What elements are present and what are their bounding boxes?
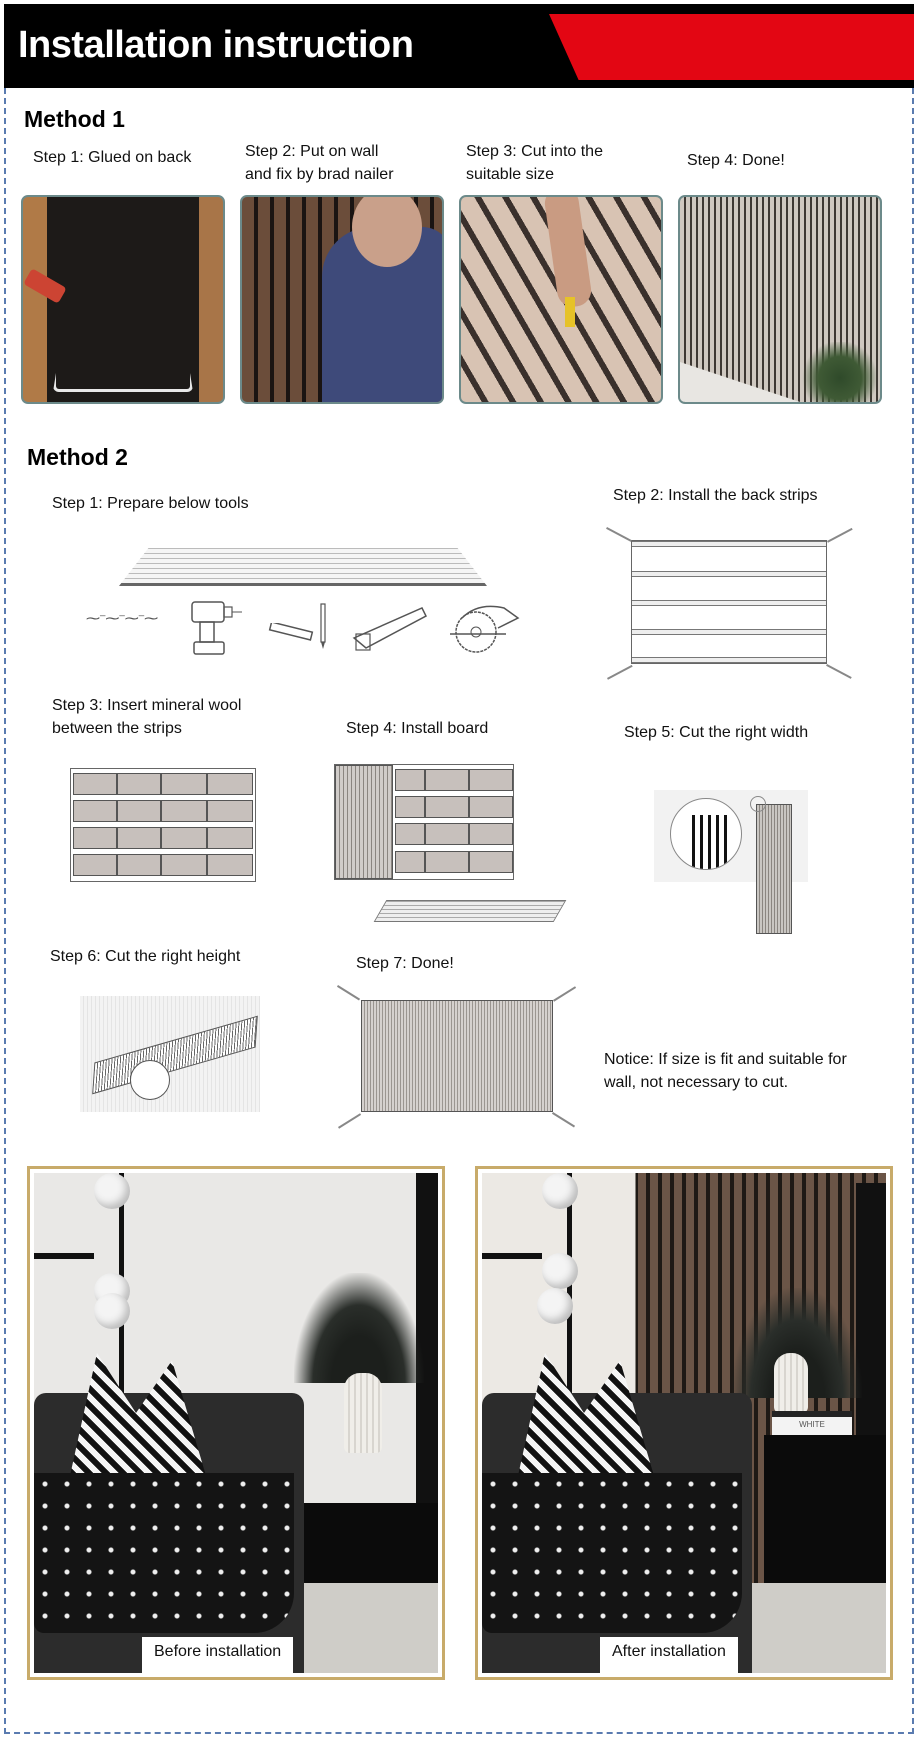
wool-block [73,773,117,795]
wool-block [117,827,161,849]
coffee-table-books: WHITE [772,1411,852,1435]
label-line: suitable size [466,166,555,183]
room-scene [34,1173,438,1673]
zoom-detail-circle [670,798,742,870]
lamp-globe [94,1173,130,1209]
circular-saw-drawing [130,1060,170,1100]
lamp-globe [542,1253,578,1289]
method1-step4-label [687,149,785,172]
hand-shape [543,195,593,309]
label-line: Step 3: Insert mineral wool [52,697,242,714]
wool-block [425,851,469,873]
label-line: Step 1: Glued on back [33,149,192,166]
wool-block [161,773,207,795]
cutting-panel-photo [459,195,663,404]
finished-wall-drawing [361,1000,553,1112]
page-title: Installation instruction [18,24,414,66]
lamp-globe [542,1173,578,1209]
red-accent-band [549,14,914,80]
spare-board-drawing [374,900,567,922]
method1-step2-label [245,140,394,186]
fringed-throw [482,1473,742,1633]
after-installation-photo [475,1166,893,1680]
notice-text [604,1048,884,1094]
method2-step6-label [50,945,240,968]
lamp-globe [537,1288,573,1324]
label-line: Step 2: Put on wall [245,143,379,160]
label-line: Step 3: Cut into the [466,143,603,160]
finished-wall-photo [678,195,882,404]
wool-block [161,827,207,849]
back-strip [632,541,826,547]
wall-outline [334,764,514,880]
label-line: and fix by brad nailer [245,166,394,183]
plant-shape [800,342,880,402]
glue-on-back-photo [21,195,225,404]
label-line: Step 6: Cut the right height [50,948,241,965]
label-line: Step 4: Install board [346,720,489,737]
before-installation-photo [27,1166,445,1680]
label-line: between the strips [52,720,182,737]
method2-step3-label [52,694,241,740]
ribbed-vase [344,1373,382,1453]
label-line: Step 4: Done! [687,152,785,169]
wool-block [425,823,469,845]
notice-line: Notice: If size is fit and suitable for [604,1051,847,1068]
back-strip [632,657,826,663]
hand-saw-icon [352,604,428,664]
wall-shelf [482,1253,542,1259]
wool-block [469,796,513,818]
wool-block [425,796,469,818]
wool-block [469,851,513,873]
back-strip [632,600,826,606]
wall-shelf [34,1253,94,1259]
fringed-throw [34,1473,294,1633]
label-line: Step 5: Cut the right width [624,724,809,741]
room-scene [482,1173,886,1673]
wool-block [73,800,117,822]
method2-step2-label [613,484,818,507]
installed-board [335,765,393,879]
method2-step5-label [624,721,808,744]
brad-nailer-photo [240,195,444,404]
wool-block [117,854,161,876]
lamp-globe [94,1293,130,1329]
wall-outline [631,540,827,664]
header-banner [4,4,914,88]
label-line: Step 1: Prepare below tools [52,495,249,512]
wool-block [161,854,207,876]
wool-block [117,773,161,795]
wool-block [207,773,253,795]
wool-block [425,769,469,791]
notice-line: wall, not necessary to cut. [604,1074,789,1091]
utility-knife [565,297,575,327]
label-line: Step 7: Done! [356,955,454,972]
acoustic-panel-drawing [119,548,487,586]
method-2-title: Method 2 [27,444,128,470]
screws-icon: ⁓⁻⁓⁻⁓⁻⁓ [86,610,158,626]
method2-step1-label [52,492,249,515]
method2-step4-label [346,717,488,740]
glue-line-shape [53,197,193,392]
method2-step7-label [356,952,454,975]
wool-block [207,827,253,849]
wool-block [73,827,117,849]
ribbed-vase [774,1353,808,1413]
circular-saw-icon [448,598,522,666]
method-1-title: Method 1 [24,106,125,132]
cut-point-circle [750,796,766,812]
board-strip-drawing [756,804,792,934]
wool-block [117,800,161,822]
drill-icon [188,598,234,654]
back-strip [632,571,826,577]
wool-block [395,769,425,791]
wool-block [469,823,513,845]
wool-block [395,851,425,873]
method1-step3-label [466,140,603,186]
wall-outline [70,768,256,882]
wool-block [395,796,425,818]
ruler-icon [268,612,314,657]
wool-block [395,823,425,845]
pencil-icon [318,602,328,660]
wool-block [207,854,253,876]
wool-block [469,769,513,791]
glue-bottle [23,268,67,304]
wool-block [207,800,253,822]
after-caption: After installation [600,1637,738,1673]
palm-leaves [294,1273,424,1383]
wool-block [161,800,207,822]
before-caption: Before installation [142,1637,293,1673]
slat-detail [687,815,727,870]
method1-step1-label [33,146,191,169]
wool-block [73,854,117,876]
back-strip [632,629,826,635]
side-table [764,1435,886,1595]
label-line: Step 2: Install the back strips [613,487,818,504]
